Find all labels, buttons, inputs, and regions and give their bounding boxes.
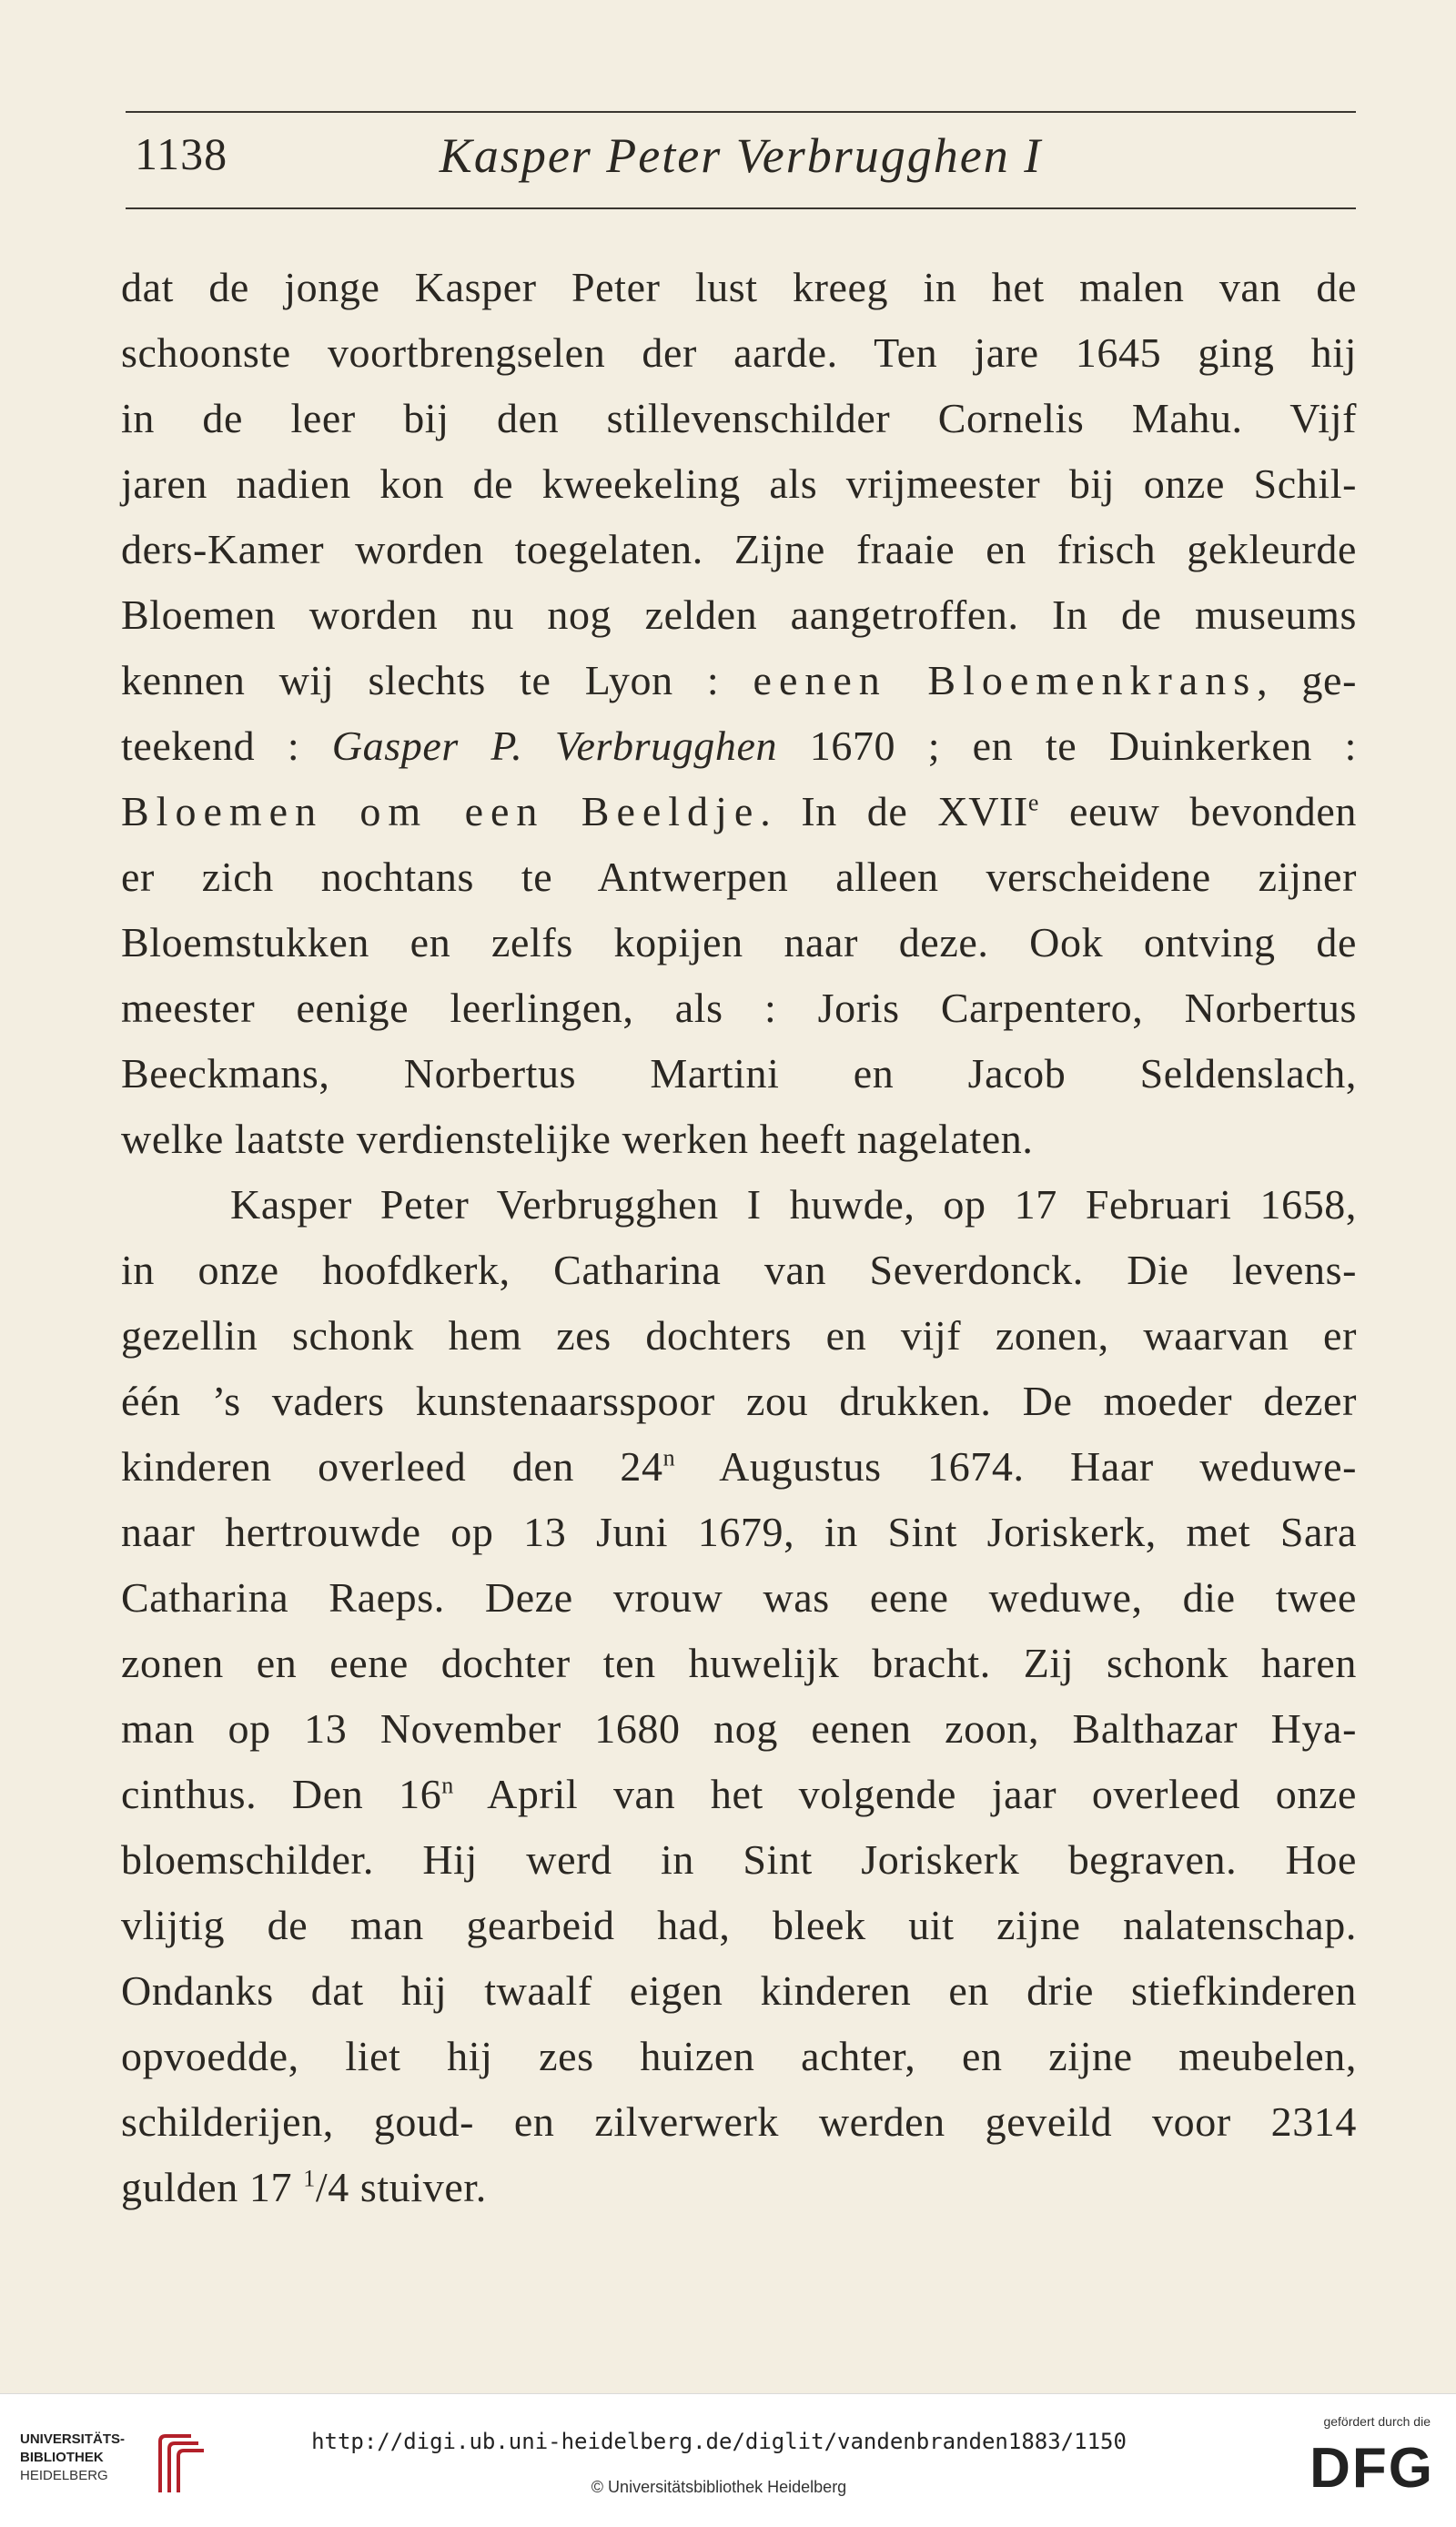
text-line — [121, 2024, 1357, 2089]
dfg-caption: gefördert durch die — [1323, 2414, 1431, 2429]
text-line — [121, 1041, 1357, 1107]
text-line — [121, 779, 1357, 844]
text-line — [121, 910, 1357, 975]
text-segment: /4 stuiver. — [315, 2164, 487, 2210]
superscript: 1 — [303, 2165, 316, 2192]
text-segment: man op 13 November 1680 nog eenen zoon, Balthazar Hya- — [121, 1705, 1357, 1752]
copyright-notice: © Universitätsbibliothek Heidelberg — [591, 2478, 847, 2496]
text-line — [121, 844, 1357, 910]
body-text — [121, 255, 1357, 2220]
text-segment: jaren nadien kon de kweekeling als vrijmeester bij onze Schil- — [121, 460, 1357, 507]
text-segment: Gasper P. Verbrugghen — [331, 723, 778, 769]
text-line — [121, 320, 1357, 386]
text-line — [121, 1565, 1357, 1631]
text-segment: , ge- — [1257, 657, 1357, 703]
text-segment: . In de XVII — [760, 788, 1028, 834]
text-line — [121, 1893, 1357, 1958]
text-segment: dat de jonge Kasper Peter lust kreeg in het malen van de — [121, 264, 1357, 310]
text-segment: gulden 17 — [121, 2164, 304, 2210]
text-segment: zonen en eene dochter ten huwelijk bracht. Zij schonk haren — [121, 1640, 1357, 1686]
text-segment: Augustus 1674. Haar weduwe- — [675, 1443, 1358, 1490]
running-header — [126, 120, 1356, 202]
text-line — [121, 451, 1357, 517]
superscript: n — [441, 1772, 454, 1799]
text-segment: Catharina Raeps. Deze vrouw was eene weduwe, die twee — [121, 1574, 1357, 1621]
text-segment: er zich nochtans te Antwerpen alleen verscheidene zijner — [121, 854, 1357, 900]
text-segment: kennen wij slechts te Lyon : — [121, 657, 753, 703]
text-segment: Bloemen om een Beeldje — [121, 788, 761, 834]
text-segment: Bloemen worden nu nog zelden aangetroffen. In de museums — [121, 591, 1357, 638]
running-title: Kasper Peter Verbrugghen I — [439, 128, 1043, 183]
text-line — [121, 1827, 1357, 1893]
header-rule-bottom — [126, 207, 1356, 209]
text-segment: één ’s vaders kunstenaarsspoor zou drukken. De moeder dezer — [121, 1378, 1357, 1424]
text-line — [121, 1369, 1357, 1434]
text-line — [121, 1238, 1357, 1303]
text-line — [121, 713, 1357, 779]
text-line — [121, 1762, 1357, 1827]
superscript: e — [1027, 789, 1039, 816]
text-segment: schoonste voortbrengselen der aarde. Ten jare 1645 ging hij — [121, 329, 1357, 376]
text-segment: Ondanks dat hij twaalf eigen kinderen en drie stiefkinderen — [121, 1967, 1357, 2014]
text-segment: 1670 ; en te Duinkerken : — [777, 723, 1357, 769]
text-segment: teekend : — [121, 723, 332, 769]
text-line — [121, 517, 1357, 582]
text-segment: Beeckmans, Norbertus Martini en Jacob Seldenslach, — [121, 1050, 1357, 1097]
library-logo-text: UNIVERSITÄTS- BIBLIOTHEK HEIDELBERG — [20, 2431, 126, 2483]
text-segment: vlijtig de man gearbeid had, bleek uit zijne nalatenschap. — [121, 1902, 1357, 1948]
text-line — [121, 975, 1357, 1041]
superscript: n — [662, 1444, 676, 1471]
text-segment: bloemschilder. Hij werd in Sint Joriskerk begraven. Hoe — [121, 1836, 1357, 1883]
text-segment: naar hertrouwde op 13 Juni 1679, in Sint Joriskerk, met Sara — [121, 1509, 1357, 1555]
text-segment: April van het volgende jaar overleed onze — [453, 1771, 1357, 1817]
dfg-wordmark: DFG — [1309, 2437, 1434, 2500]
text-segment: opvoedde, liet hij zes huizen achter, en zijne meubelen, — [121, 2033, 1357, 2079]
text-line — [121, 648, 1357, 713]
document-url-link[interactable]: http://digi.ub.uni-heidelberg.de/diglit/vandenbranden1883/1150 — [311, 2429, 1127, 2454]
text-line — [121, 2155, 1357, 2220]
text-line — [121, 255, 1357, 320]
text-line — [121, 1107, 1357, 1172]
text-segment: eeuw bevonden — [1039, 788, 1358, 834]
university-library-logo[interactable] — [20, 2431, 211, 2503]
page-number: 1138 — [135, 128, 228, 179]
dfg-logo[interactable] — [1283, 2412, 1438, 2512]
text-line — [121, 386, 1357, 451]
text-segment: in de leer bij den stillevenschilder Cornelis Mahu. Vijf — [121, 395, 1357, 441]
text-segment: in onze hoofdkerk, Catharina van Severdonck. Die levens- — [121, 1247, 1357, 1293]
text-line — [121, 1500, 1357, 1565]
text-line — [121, 582, 1357, 648]
text-segment: gezellin schonk hem zes dochters en vijf zonen, waarvan er — [121, 1312, 1357, 1359]
text-line — [121, 1631, 1357, 1696]
text-segment: Bloemstukken en zelfs kopijen naar deze. Ook ontving de — [121, 919, 1357, 965]
text-segment: cinthus. Den 16 — [121, 1771, 442, 1817]
text-line — [121, 1958, 1357, 2024]
text-line — [121, 1303, 1357, 1369]
text-segment: schilderijen, goud- en zilverwerk werden geveild voor 2314 — [121, 2098, 1357, 2145]
text-segment: meester eenige leerlingen, als : Joris Carpentero, Norbertus — [121, 985, 1357, 1031]
text-line — [121, 1172, 1357, 1238]
header-rule-top — [126, 111, 1356, 113]
text-line — [121, 1696, 1357, 1762]
text-segment: eenen Bloemenkrans — [753, 657, 1258, 703]
library-emblem-icon — [155, 2432, 206, 2496]
text-segment: kinderen overleed den 24 — [121, 1443, 663, 1490]
text-segment: Kasper Peter Verbrugghen I huwde, op 17 Februari 1658, — [230, 1181, 1357, 1228]
text-segment: welke laatste verdienstelijke werken heeft nagelaten. — [121, 1116, 1034, 1162]
text-segment: ders-Kamer worden toegelaten. Zijne fraaie en frisch gekleurde — [121, 526, 1357, 572]
text-line — [121, 1434, 1357, 1500]
text-line — [121, 2089, 1357, 2155]
viewer-footer — [0, 2393, 1456, 2527]
